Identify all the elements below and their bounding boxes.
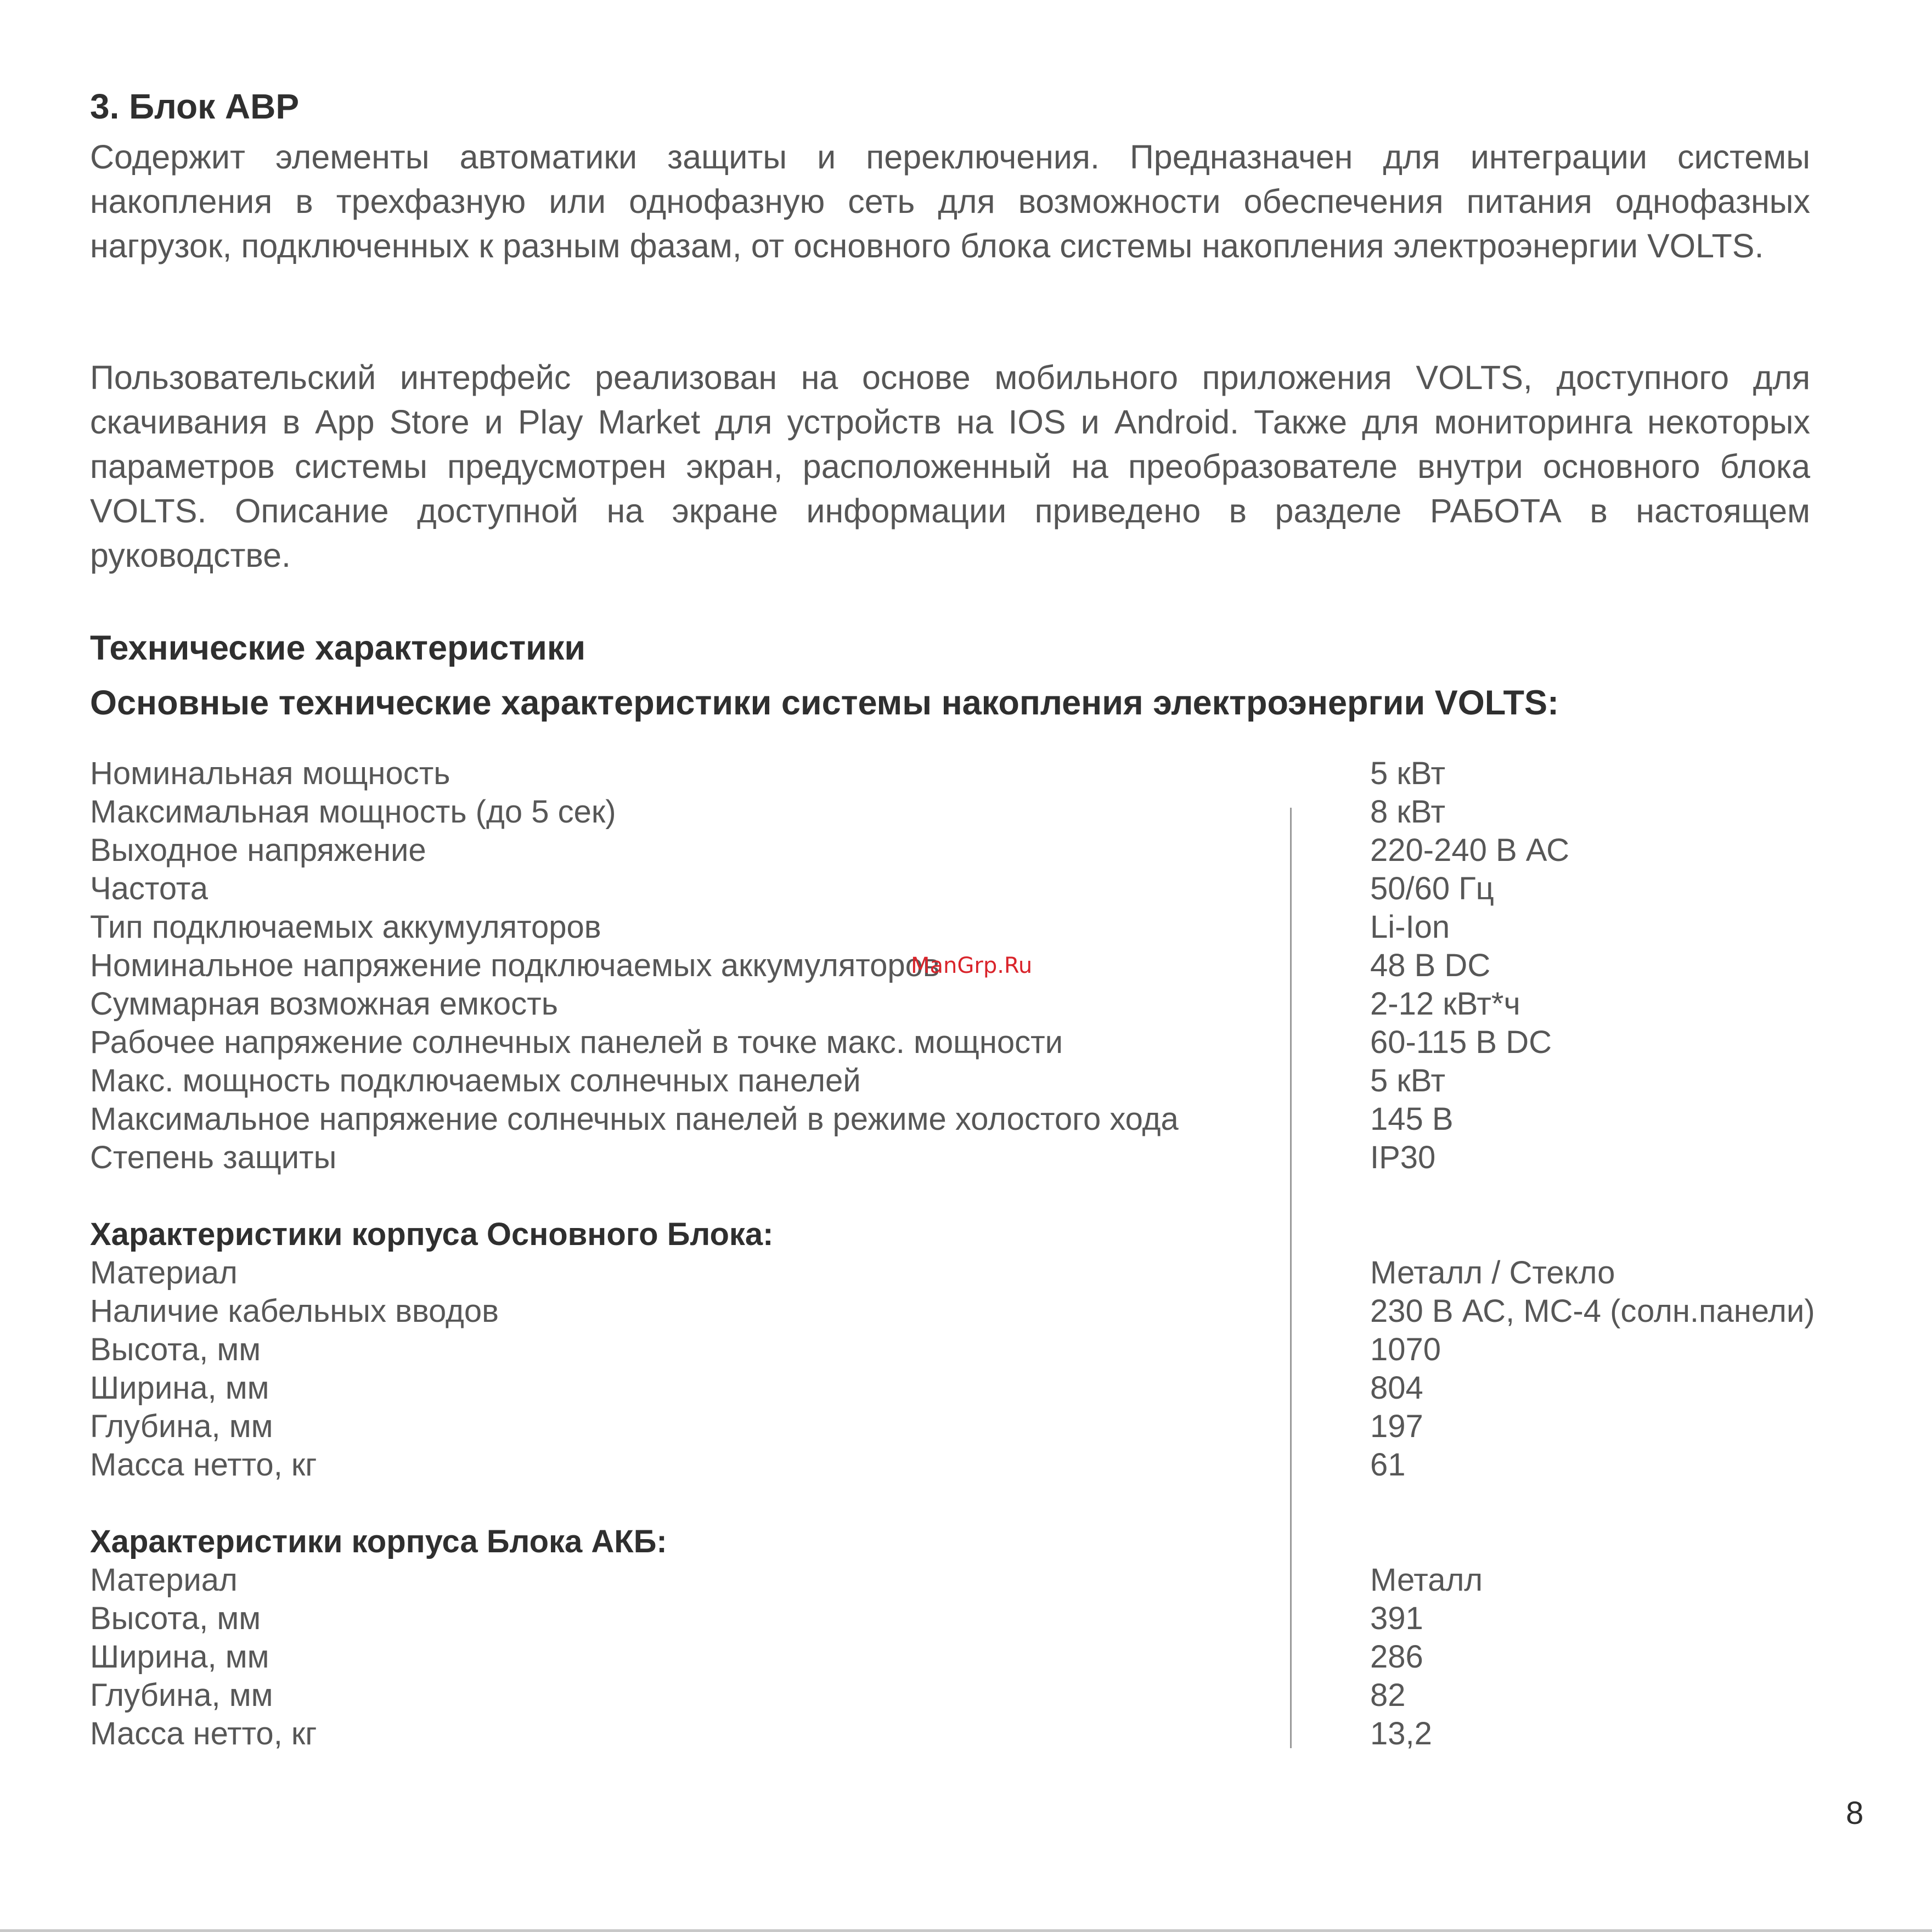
spec-value: 145 В	[1370, 1101, 1454, 1137]
spec-label: Частота	[90, 871, 208, 906]
spec-value: Металл	[1370, 1562, 1483, 1598]
spec-value: 286	[1370, 1639, 1423, 1675]
spec-label: Максимальное напряжение солнечных панелей в режиме холостого хода	[90, 1101, 1179, 1137]
spec-row	[90, 985, 1835, 1023]
spec-label: Суммарная возможная емкость	[90, 986, 558, 1022]
spec-label: Ширина, мм	[90, 1370, 269, 1406]
spec-label: Масса нетто, кг	[90, 1447, 317, 1483]
spec-label: Максимальная мощность (до 5 сек)	[90, 794, 616, 830]
spec-row	[90, 1062, 1835, 1100]
spec-row	[90, 831, 1835, 870]
spec-label: Ширина, мм	[90, 1639, 269, 1675]
spec-value: Металл / Стекло	[1370, 1255, 1615, 1291]
spec-label: Высота, мм	[90, 1601, 261, 1636]
spec-row	[90, 1561, 1835, 1599]
spec-row	[90, 1599, 1835, 1638]
spec-row	[90, 1292, 1835, 1331]
spec-label: Степень защиты	[90, 1140, 337, 1175]
spec-value: 804	[1370, 1370, 1423, 1406]
spec-row	[90, 1369, 1835, 1407]
spec-value: 220-240 В АС	[1370, 832, 1570, 868]
watermark: ManGrp.Ru	[911, 953, 1033, 978]
spec-row	[90, 870, 1835, 908]
description-paragraph: Содержит элементы автоматики защиты и переключения. Предназначен для интеграции системы накопления в трехфазную или однофазную сеть для возможности обеспечения питания однофазных нагрузок, подключенных к разным фазам, от основного блока системы накопления электроэнергии VOLTS.	[90, 138, 1810, 264]
spec-label: Глубина, мм	[90, 1677, 273, 1713]
spec-label: Макс. мощность подключаемых солнечных панелей	[90, 1063, 861, 1099]
spec-label: Высота, мм	[90, 1332, 261, 1367]
spec-value: 5 кВт	[1370, 756, 1446, 791]
spec-row	[90, 1715, 1835, 1753]
spec-row	[90, 1139, 1835, 1177]
spec-value: 50/60 Гц	[1370, 871, 1494, 906]
spec-label: Масса нетто, кг	[90, 1716, 317, 1751]
interface-paragraph: Пользовательский интерфейс реализован на основе мобильного приложения VOLTS, доступного для скачивания в App Store и Play Market для устройств на IOS и Android. Также для мониторинга некоторых параметров системы предусмотрен экран, расположенный на преобразователе внутри основного блока VOLTS. Описание доступной на экране информации приведено в разделе РАБОТА в настоящем руководстве.	[90, 359, 1810, 574]
spec-row	[90, 1407, 1835, 1446]
spec-value: 8 кВт	[1370, 794, 1446, 830]
spec-row	[90, 1446, 1835, 1484]
spec-value: 391	[1370, 1601, 1423, 1636]
spec-value: 60-115 В DC	[1370, 1024, 1552, 1060]
spec-row	[90, 754, 1835, 793]
spec-label: Номинальное напряжение подключаемых аккумуляторов	[90, 948, 940, 983]
spec-row	[90, 908, 1835, 947]
spec-row	[90, 1676, 1835, 1715]
main-specs-heading: Основные технические характеристики системы накопления электроэнергии VOLTS:	[90, 684, 1559, 722]
spec-label: Наличие кабельных вводов	[90, 1293, 499, 1329]
spec-row	[90, 1638, 1835, 1676]
battery-block-heading: Характеристики корпуса Блока АКБ:	[90, 1524, 667, 1559]
spec-value: 13,2	[1370, 1716, 1432, 1751]
spec-label: Номинальная мощность	[90, 756, 450, 791]
spec-value: 2-12 кВт*ч	[1370, 986, 1520, 1022]
spec-row	[90, 1023, 1835, 1062]
spec-row	[90, 1331, 1835, 1369]
spec-value: 61	[1370, 1447, 1406, 1483]
spec-value: 230 В АС, МС-4 (солн.панели)	[1370, 1293, 1815, 1329]
spec-row	[90, 1100, 1835, 1139]
spec-label: Глубина, мм	[90, 1409, 273, 1444]
spec-label: Тип подключаемых аккумуляторов	[90, 909, 601, 945]
tech-specs-heading: Технические характеристики	[90, 629, 586, 667]
spec-row	[90, 1254, 1835, 1292]
main-block-heading: Характеристики корпуса Основного Блока:	[90, 1216, 774, 1252]
spec-value: 5 кВт	[1370, 1063, 1446, 1099]
section-title: 3. Блок АВР	[90, 87, 299, 126]
footer-divider	[0, 1929, 1932, 1932]
spec-label: Выходное напряжение	[90, 832, 426, 868]
spec-value: 48 В DC	[1370, 948, 1491, 983]
spec-value: Li-Ion	[1370, 909, 1450, 945]
spec-value: 197	[1370, 1409, 1423, 1444]
page-number: 8	[1846, 1795, 1864, 1831]
spec-label: Материал	[90, 1255, 238, 1291]
spec-value: 82	[1370, 1677, 1406, 1713]
spec-label: Рабочее напряжение солнечных панелей в точке макс. мощности	[90, 1024, 1063, 1060]
spec-value: 1070	[1370, 1332, 1441, 1367]
spec-value: IP30	[1370, 1140, 1436, 1175]
spec-label: Материал	[90, 1562, 238, 1598]
spec-row	[90, 793, 1835, 831]
